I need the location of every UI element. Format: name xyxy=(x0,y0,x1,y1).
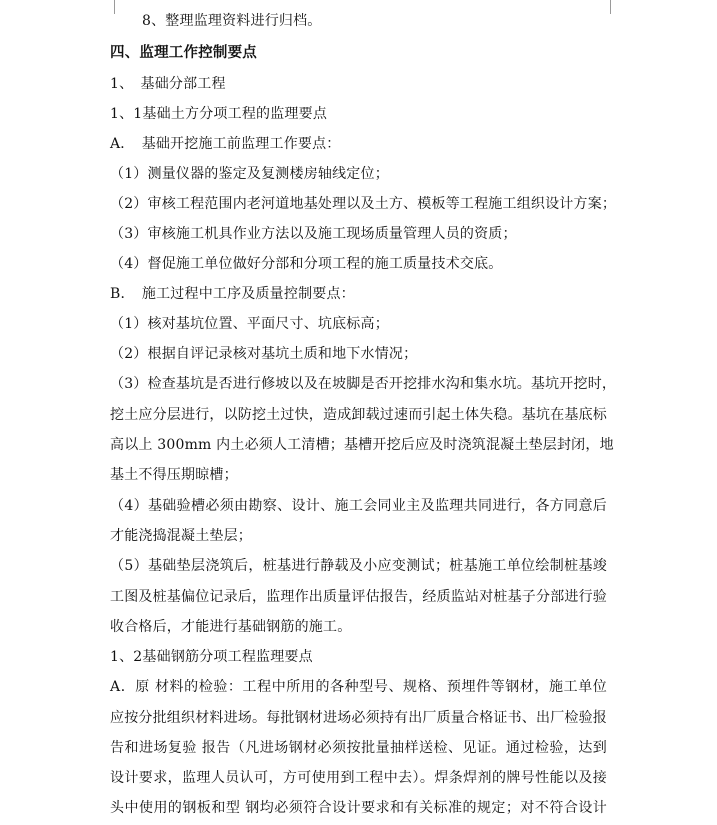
paragraph-line: （4）基础验槽必须由勘察、设计、施工会同业主及监理共同进行，各方同意后 xyxy=(110,498,607,514)
item-heading: A． 基础开挖施工前监理工作要点： xyxy=(110,136,341,152)
paragraph-line: 收合格后，才能进行基础钢筋的施工。 xyxy=(110,619,352,635)
paragraph-line: 高以上 300mm 内土必须人工清槽；基槽开挖后应及时浇筑混凝土垫层封闭，地 xyxy=(110,437,614,453)
paragraph-line: 头中使用的钢板和型 钢均必须符合设计要求和有关标准的规定；对不符合设计 xyxy=(110,800,607,816)
paragraph-line: 应按分批组织材料进场。每批钢材进场必须持有出厂质量合格证书、出厂检验报 xyxy=(110,710,607,726)
list-item-archive: 8、整理监理资料进行归档。 xyxy=(142,13,322,29)
item-heading: B． 施工过程中工序及质量控制要点： xyxy=(110,286,355,302)
paragraph-line: 工图及桩基偏位记录后，监理作出质量评估报告，经质监站对桩基子分部进行验 xyxy=(110,589,607,605)
paragraph-line: 告和进场复验 报告（凡进场钢材必须按批量抽样送检、见证。通过检验，达到 xyxy=(110,740,607,756)
list-item: （2）审核工程范围内老河道地基处理以及土方、模板等工程施工组织设计方案； xyxy=(110,196,617,212)
list-item: （1）核对基坑位置、平面尺寸、坑底标高； xyxy=(110,316,389,332)
list-item: （1）测量仪器的鉴定及复测楼房轴线定位； xyxy=(110,166,389,182)
subsection-heading: 1、1基础土方分项工程的监理要点 xyxy=(110,106,328,122)
list-item: （4）督促施工单位做好分部和分项工程的施工质量技术交底。 xyxy=(110,256,503,272)
paragraph-line: A．原 材料的检验：工程中所用的各种型号、规格、预埋件等钢材，施工单位 xyxy=(110,679,607,695)
subsection-heading: 1、 基础分部工程 xyxy=(110,76,226,92)
subsection-heading: 1、2基础钢筋分项工程监理要点 xyxy=(110,649,313,665)
section-heading: 四、监理工作控制要点 xyxy=(110,45,257,61)
paragraph-line: 设计要求，监理人员认可，方可使用到工程中去）。焊条焊剂的牌号性能以及接 xyxy=(110,770,607,786)
paragraph-line: （5）基础垫层浇筑后，桩基进行静载及小应变测试；桩基施工单位绘制桩基竣 xyxy=(110,558,607,574)
paragraph-line: 挖土应分层进行，以防挖土过快，造成卸载过速而引起土体失稳。基坑在基底标 xyxy=(110,407,607,423)
paragraph-line: 基土不得压期晾槽； xyxy=(110,467,238,483)
page-corner-mark-left xyxy=(92,0,115,14)
list-item: （3）审核施工机具作业方法以及施工现场质量管理人员的资质； xyxy=(110,226,517,242)
list-item: （2）根据自评记录核对基坑土质和地下水情况； xyxy=(110,346,418,362)
paragraph-line: 才能浇捣混凝土垫层； xyxy=(110,528,252,544)
paragraph-line: （3）检查基坑是否进行修坡以及在坡脚是否开挖排水沟和集水坑。基坑开挖时， xyxy=(110,376,617,392)
